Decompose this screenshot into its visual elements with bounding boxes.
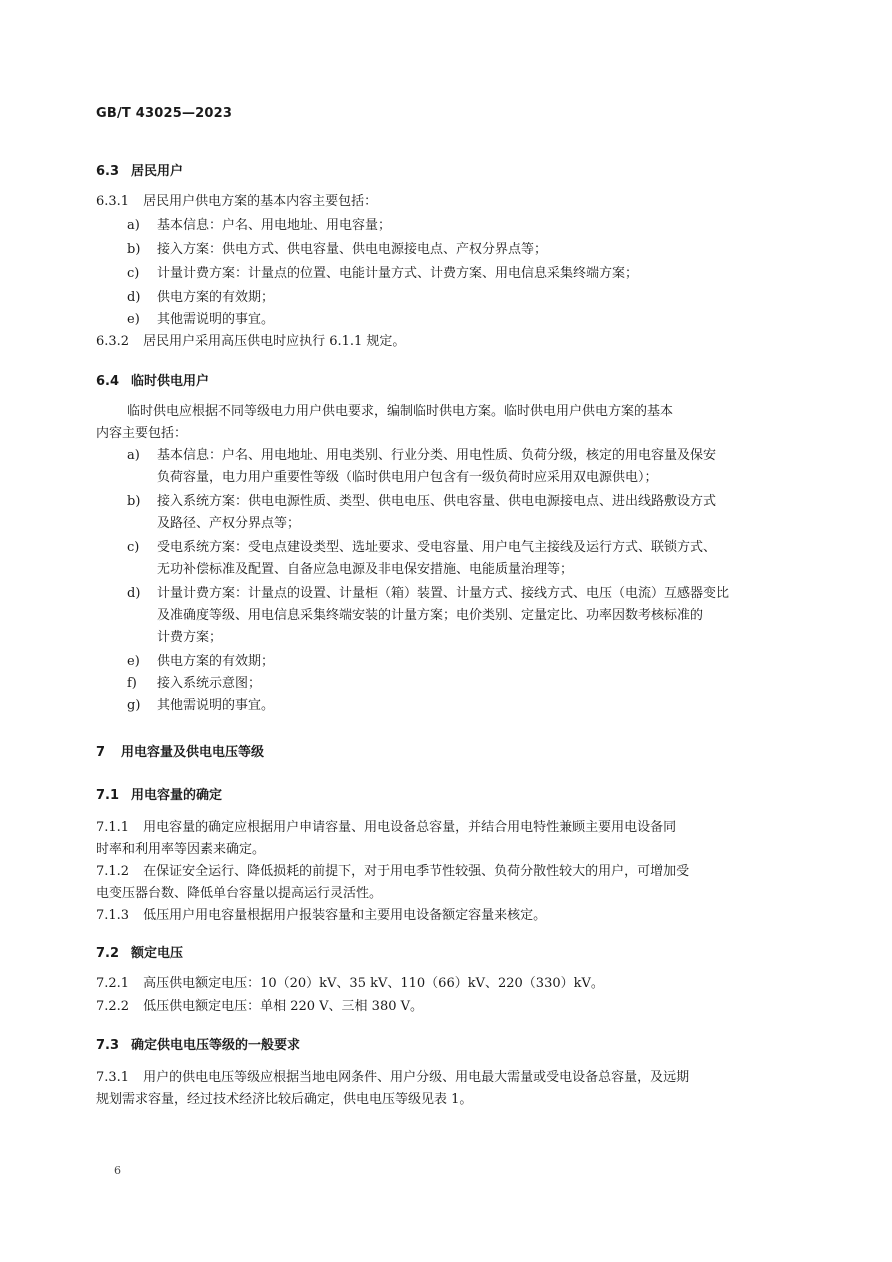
list-marker: d) [127, 290, 141, 305]
clause-number: 7.1.2 [96, 864, 130, 879]
paragraph-line: 内容主要包括： [96, 426, 188, 441]
clause-7-1-2 [96, 864, 689, 880]
clause-text: 低压供电额定电压：单相 220 V、三相 380 V。 [143, 999, 424, 1014]
list-marker: e) [127, 654, 140, 669]
clause-text: 居民用户采用高压供电时应执行 6.1.1 规定。 [143, 334, 406, 349]
clause-6-3-2 [96, 334, 405, 350]
clause-text: 高压供电额定电压：10（20）kV、35 kV、110（66）kV、220（330）kV。 [143, 976, 604, 991]
clause-7-1-3 [96, 908, 546, 924]
list-marker: e) [127, 312, 140, 327]
list-marker: b) [127, 494, 141, 509]
clause-number: 6.3.1 [96, 194, 130, 209]
list-marker: a) [127, 218, 140, 233]
clause-text: 低压用户用电容量根据用户报装容量和主要用电设备额定容量来核定。 [143, 908, 547, 923]
paragraph-line: 临时供电应根据不同等级电力用户供电要求，编制临时供电方案。临时供电用户供电方案的基本 [127, 404, 674, 419]
section-7-3-heading [96, 1034, 300, 1053]
list-item-text: 及准确度等级、用电信息采集终端安装的计量方案；电价类别、定量定比、功率因数考核标准的 [157, 608, 704, 623]
list-item-text: 计费方案； [157, 630, 223, 645]
list-item-text: 接入系统方案：供电电源性质、类型、供电电压、供电容量、供电电源接电点、进出线路敷设方式 [157, 494, 717, 509]
chapter-number: 7 [96, 745, 106, 760]
list-item-text: 基本信息：户名、用电地址、用电类别、行业分类、用电性质、负荷分级，核定的用电容量及保安 [157, 448, 717, 463]
clause-text: 在保证安全运行、降低损耗的前提下，对于用电季节性较强、负荷分散性较大的用户，可增加受 [143, 864, 690, 879]
clause-6-3-1 [96, 194, 377, 210]
section-title: 临时供电用户 [131, 374, 210, 389]
section-title: 用电容量的确定 [131, 788, 223, 803]
list-item-text: 基本信息：户名、用电地址、用电容量； [157, 218, 392, 233]
paragraph-line: 时率和利用率等因素来确定。 [96, 842, 266, 857]
section-7-1-heading [96, 784, 222, 803]
list-item-text: 接入方案：供电方式、供电容量、供电电源接电点、产权分界点等； [157, 242, 548, 257]
section-number: 6.4 [96, 374, 120, 389]
list-item-text: 计量计费方案：计量点的位置、电能计量方式、计费方案、用电信息采集终端方案； [157, 266, 639, 281]
clause-7-3-1 [96, 1070, 689, 1086]
list-item-text: 受电系统方案：受电点建设类型、选址要求、受电容量、用户电气主接线及运行方式、联锁方式、 [157, 540, 717, 555]
list-marker: c) [127, 266, 140, 281]
list-item-text: 其他需说明的事宜。 [157, 698, 275, 713]
clause-number: 7.2.1 [96, 976, 130, 991]
clause-number: 7.2.2 [96, 999, 130, 1014]
list-item-text: 及路径、产权分界点等； [157, 516, 301, 531]
section-title: 确定供电电压等级的一般要求 [131, 1038, 301, 1053]
list-item-text: 供电方案的有效期； [157, 290, 275, 305]
section-number: 7.1 [96, 788, 120, 803]
list-item-text: 供电方案的有效期； [157, 654, 275, 669]
clause-text: 居民用户供电方案的基本内容主要包括： [143, 194, 378, 209]
clause-7-1-1 [96, 820, 676, 836]
clause-text: 用户的供电电压等级应根据当地电网条件、用户分级、用电最大需量或受电设备总容量，及远期 [143, 1070, 690, 1085]
section-number: 7.2 [96, 946, 120, 961]
paragraph-line: 电变压器台数、降低单台容量以提高运行灵活性。 [96, 886, 383, 901]
standard-code: GB/T 43025—2023 [96, 106, 233, 121]
clause-7-2-2 [96, 999, 423, 1015]
clause-number: 7.1.1 [96, 820, 130, 835]
list-item-text: 其他需说明的事宜。 [157, 312, 275, 327]
paragraph-line: 规划需求容量，经过技术经济比较后确定，供电电压等级见表 1。 [96, 1092, 473, 1107]
list-marker: f) [127, 676, 137, 691]
clause-number: 6.3.2 [96, 334, 130, 349]
list-marker: g) [127, 698, 141, 713]
list-item-text: 负荷容量，电力用户重要性等级（临时供电用户包含有一级负荷时应采用双电源供电）； [157, 470, 658, 485]
list-marker: a) [127, 448, 140, 463]
section-number: 7.3 [96, 1038, 120, 1053]
section-7-2-heading [96, 942, 183, 961]
list-item-text: 接入系统示意图； [157, 676, 262, 691]
list-marker: c) [127, 540, 140, 555]
chapter-title: 用电容量及供电电压等级 [121, 745, 265, 760]
list-marker: d) [127, 586, 141, 601]
clause-text: 用电容量的确定应根据用户申请容量、用电设备总容量，并结合用电特性兼顾主要用电设备同 [143, 820, 677, 835]
section-6-3-heading [96, 160, 183, 179]
list-item-text: 无功补偿标准及配置、自备应急电源及非电保安措施、电能质量治理等； [157, 562, 574, 577]
chapter-7-heading [96, 741, 264, 760]
clause-7-2-1 [96, 976, 604, 992]
section-title: 额定电压 [131, 946, 184, 961]
section-title: 居民用户 [131, 164, 184, 179]
list-marker: b) [127, 242, 141, 257]
clause-number: 7.1.3 [96, 908, 130, 923]
section-6-4-heading [96, 370, 209, 389]
page-number: 6 [114, 1164, 121, 1177]
section-number: 6.3 [96, 164, 120, 179]
clause-number: 7.3.1 [96, 1070, 130, 1085]
list-item-text: 计量计费方案：计量点的设置、计量柜（箱）装置、计量方式、接线方式、电压（电流）互感器变比 [157, 586, 730, 601]
